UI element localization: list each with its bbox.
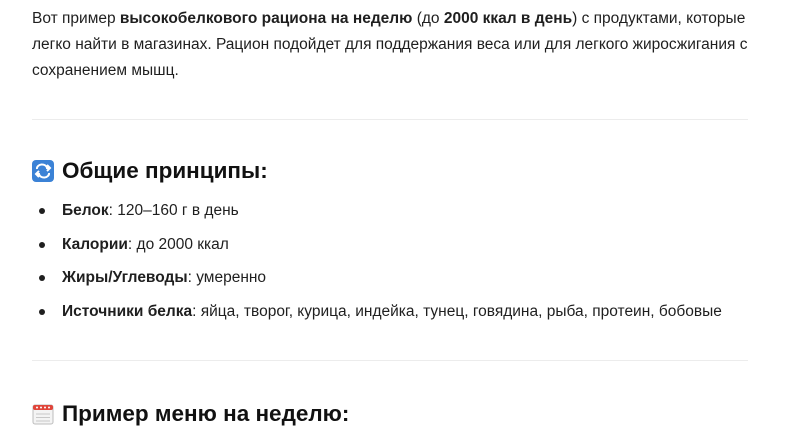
- calendar-icon: [32, 403, 54, 425]
- list-item-label: Белок: [62, 202, 109, 219]
- divider-2: [32, 360, 748, 361]
- intro-text-3: ) с продуктами, которые легко найти в магазинах. Рацион подойдет для поддержания веса или для легкого жиросжигания с сохранением мышц.: [32, 10, 748, 79]
- list-item-text: : умеренно: [187, 269, 267, 286]
- list-item: [32, 301, 722, 335]
- repeat-icon: [32, 160, 54, 182]
- list-item-text: : яйца, творог, курица, индейка, тунец, говядина, рыба, протеин, бобовые: [192, 302, 722, 320]
- list-item-label: Калории: [62, 235, 128, 253]
- principles-list: [32, 200, 722, 334]
- section-title-menu: Пример меню на неделю:: [62, 401, 350, 426]
- list-item-text: : 120–160 г в день: [108, 202, 239, 219]
- section-title-principles: Общие принципы:: [62, 158, 268, 183]
- intro-paragraph: [32, 6, 752, 84]
- list-item-label: Жиры/Углеводы: [62, 269, 188, 286]
- intro-bold-diet: высокобелкового рациона на неделю: [119, 10, 413, 27]
- list-item: [32, 267, 722, 301]
- divider-1: [32, 119, 748, 120]
- list-item: [32, 234, 722, 268]
- intro-text-1: Вот пример: [32, 10, 120, 27]
- list-item-label: Источники белка: [62, 302, 193, 320]
- list-item-text: : до 2000 ккал: [127, 235, 229, 253]
- intro-bold-kcal: 2000 ккал в день: [443, 10, 573, 27]
- list-item: [32, 200, 722, 234]
- intro-text-2: (до: [412, 10, 444, 27]
- section-heading-menu: [32, 401, 349, 427]
- section-heading-principles: [32, 158, 268, 184]
